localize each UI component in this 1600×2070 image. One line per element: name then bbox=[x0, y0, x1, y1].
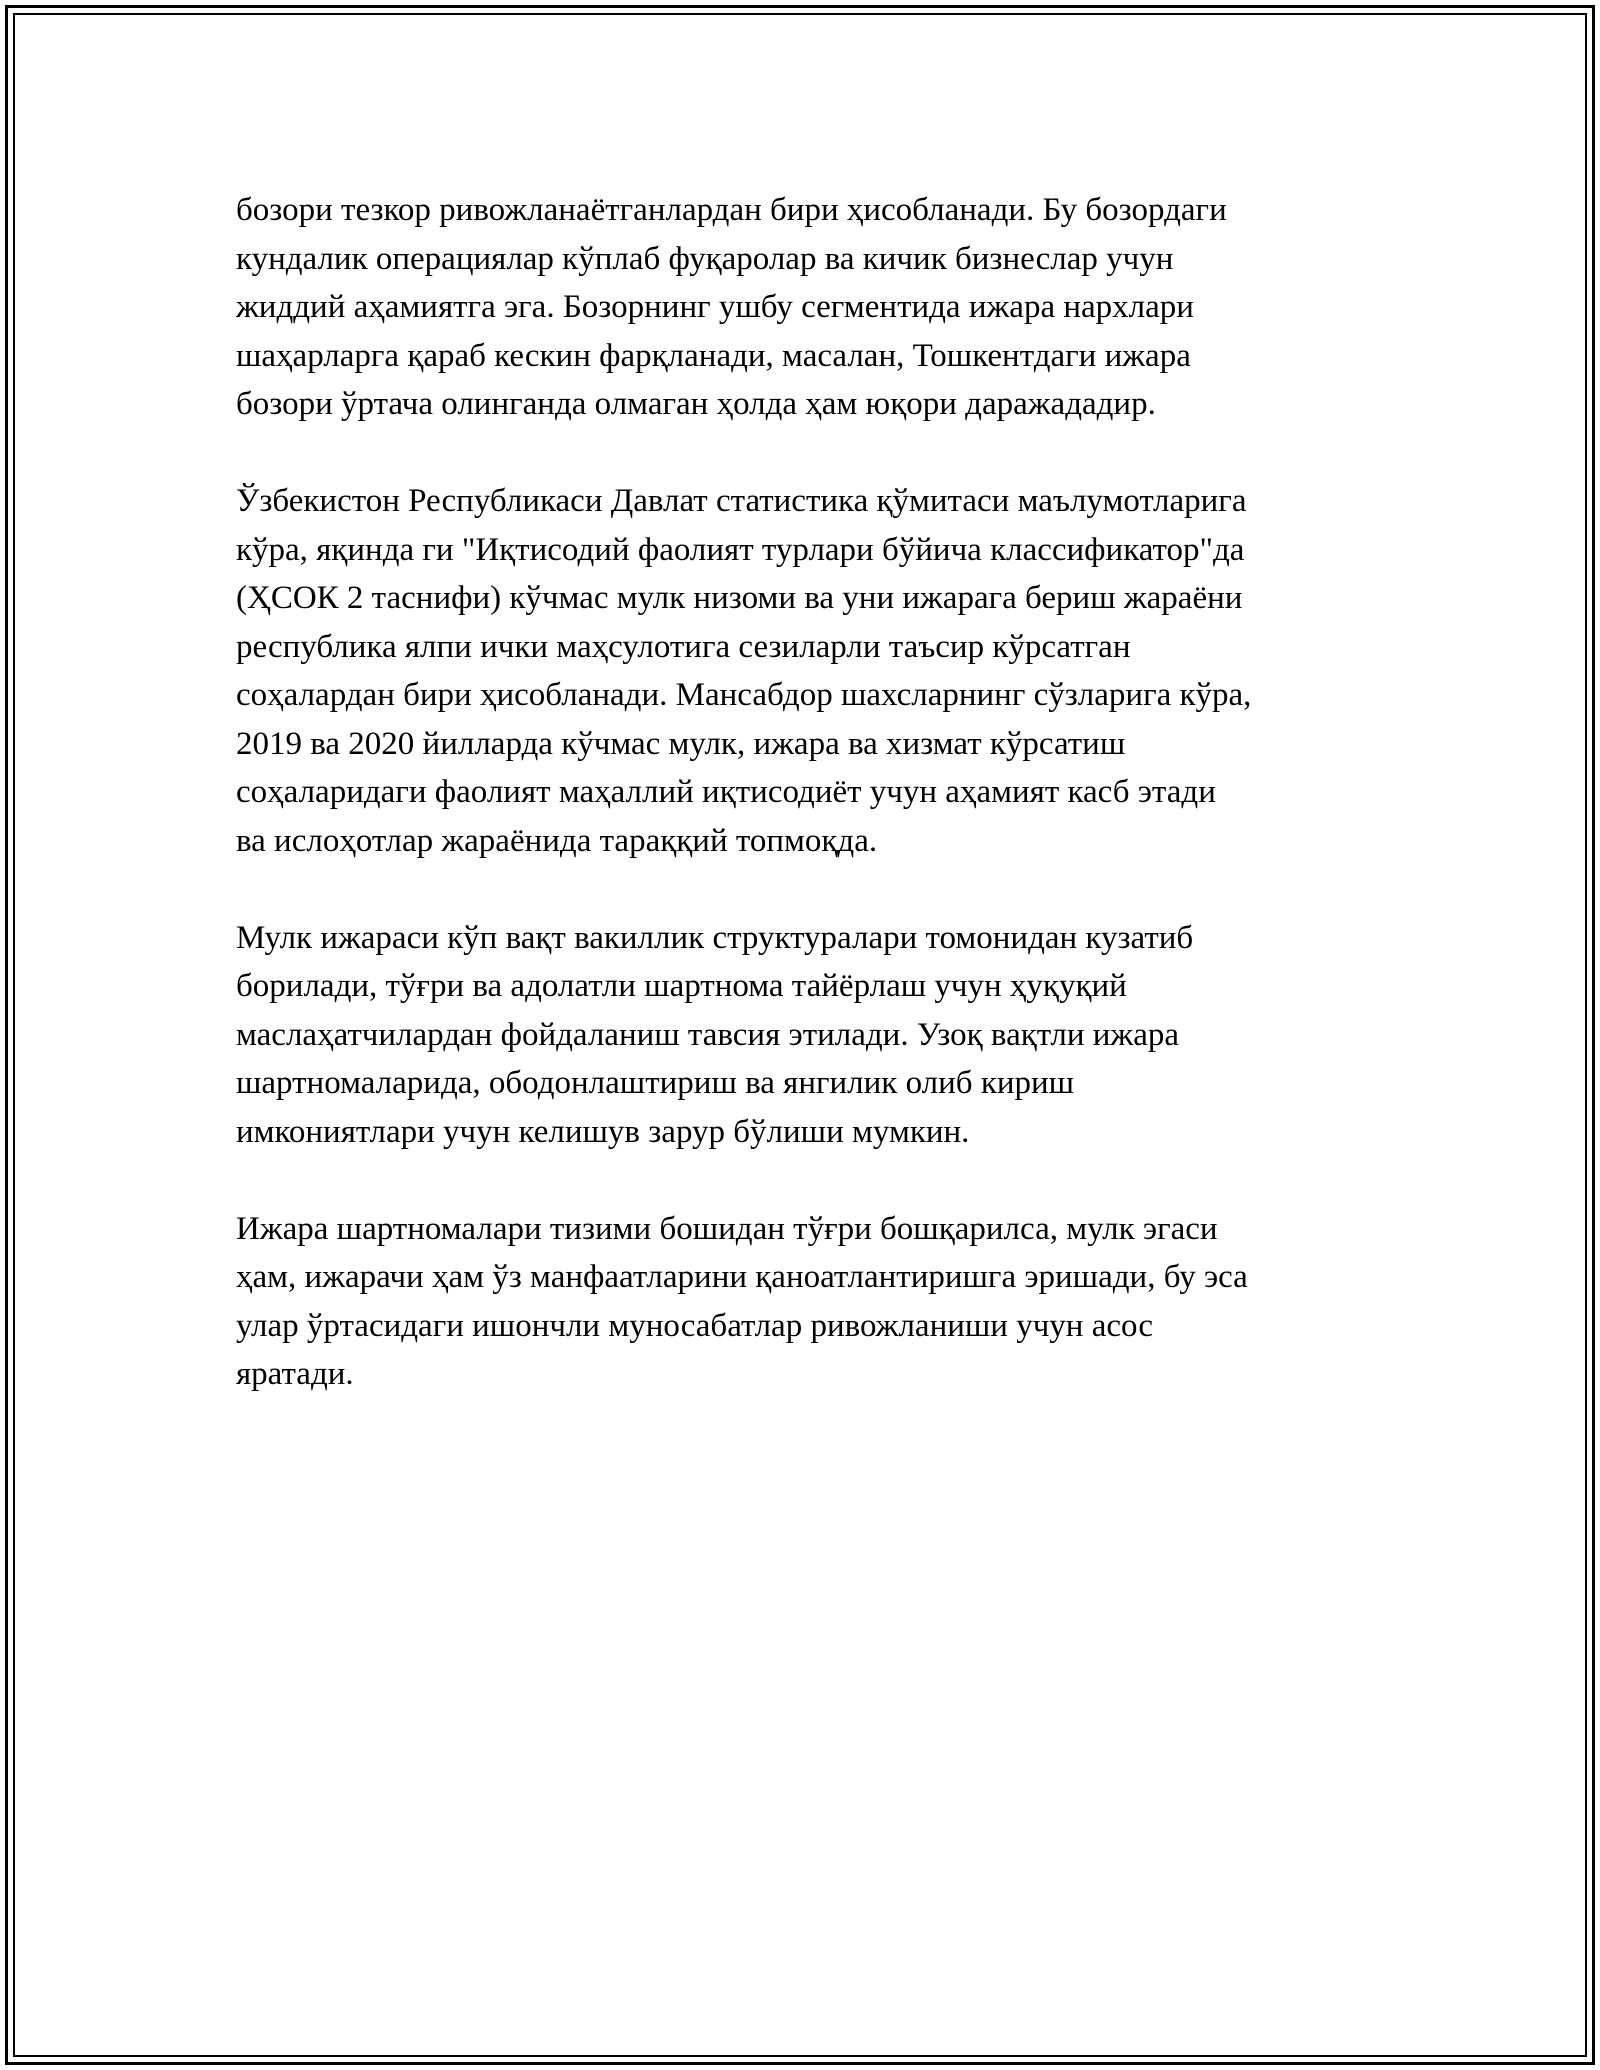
paragraph-line: ҳам, ижарачи ҳам ўз манфаатларини қаноатлантиришга эришади, бу эса bbox=[236, 1259, 1248, 1295]
paragraph-1 bbox=[236, 186, 1376, 429]
paragraph-line: Ижара шартномалари тизими бошидан тўғри бошқарилса, мулк эгаси bbox=[236, 1210, 1218, 1247]
paragraph-line: яратади. bbox=[236, 1356, 354, 1392]
paragraph-line: маслаҳатчилардан фойдаланиш тавсия этилади. Узоқ вақтли ижара bbox=[236, 1016, 1179, 1053]
paragraph-line: жиддий аҳамиятга эга. Бозорнинг ушбу сегментида ижара нархлари bbox=[236, 289, 1194, 325]
paragraph-line: улар ўртасидаги ишончли муносабатлар ривожланиши учун асос bbox=[236, 1307, 1153, 1344]
paragraph-line: Мулк ижараси кўп вақт вакиллик структуралари томонидан кузатиб bbox=[236, 919, 1194, 956]
paragraph-line: бозори тезкор ривожланаётганлардан бири ҳисобланади. Бу бозордаги bbox=[236, 192, 1227, 228]
paragraph-line: имкониятлари учун келишув зарур бўлиши мумкин. bbox=[236, 1113, 970, 1150]
paragraph-line: кўра, яқинда ги "Иқтисодий фаолият турлари бўйича классификатор"да bbox=[236, 531, 1245, 568]
paragraph-line: шаҳарларга қараб кескин фарқланади, масалан, Тошкентдаги ижара bbox=[236, 337, 1191, 374]
paragraph-line: борилади, тўғри ва адолатли шартнома тайёрлаш учун ҳуқуқий bbox=[236, 968, 1127, 1004]
paragraph-2 bbox=[236, 477, 1376, 865]
paragraph-line: ва ислоҳотлар жараёнида тараққий топмоқда. bbox=[236, 822, 878, 859]
paragraph-3 bbox=[236, 914, 1376, 1157]
paragraph-4 bbox=[236, 1205, 1376, 1399]
document-body bbox=[236, 186, 1376, 1447]
paragraph-line: Ўзбекистон Республикаси Давлат статистика қўмитаси маълумотларига bbox=[236, 483, 1247, 519]
paragraph-line: республика ялпи ички маҳсулотига сезиларли таъсир кўрсатган bbox=[236, 628, 1131, 665]
paragraph-line: шартномаларида, ободонлаштириш ва янгилик олиб кириш bbox=[236, 1065, 1075, 1101]
paragraph-line: (ҲСОК 2 таснифи) кўчмас мулк низоми ва уни ижарага бериш жараёни bbox=[236, 580, 1243, 616]
paragraph-line: кундалик операциялар кўплаб фуқаролар ва кичик бизнеслар учун bbox=[236, 240, 1174, 277]
paragraph-line: 2019 ва 2020 йилларда кўчмас мулк, ижара ва хизмат кўрсатиш bbox=[236, 725, 1126, 762]
paragraph-line: соҳаларидаги фаолият маҳаллий иқтисодиёт учун аҳамият касб этади bbox=[236, 774, 1216, 810]
paragraph-line: бозори ўртача олинганда олмаган ҳолда ҳам юқори даражададир. bbox=[236, 386, 1156, 422]
paragraph-line: соҳалардан бири ҳисобланади. Мансабдор шахсларнинг сўзларига кўра, bbox=[236, 677, 1252, 713]
